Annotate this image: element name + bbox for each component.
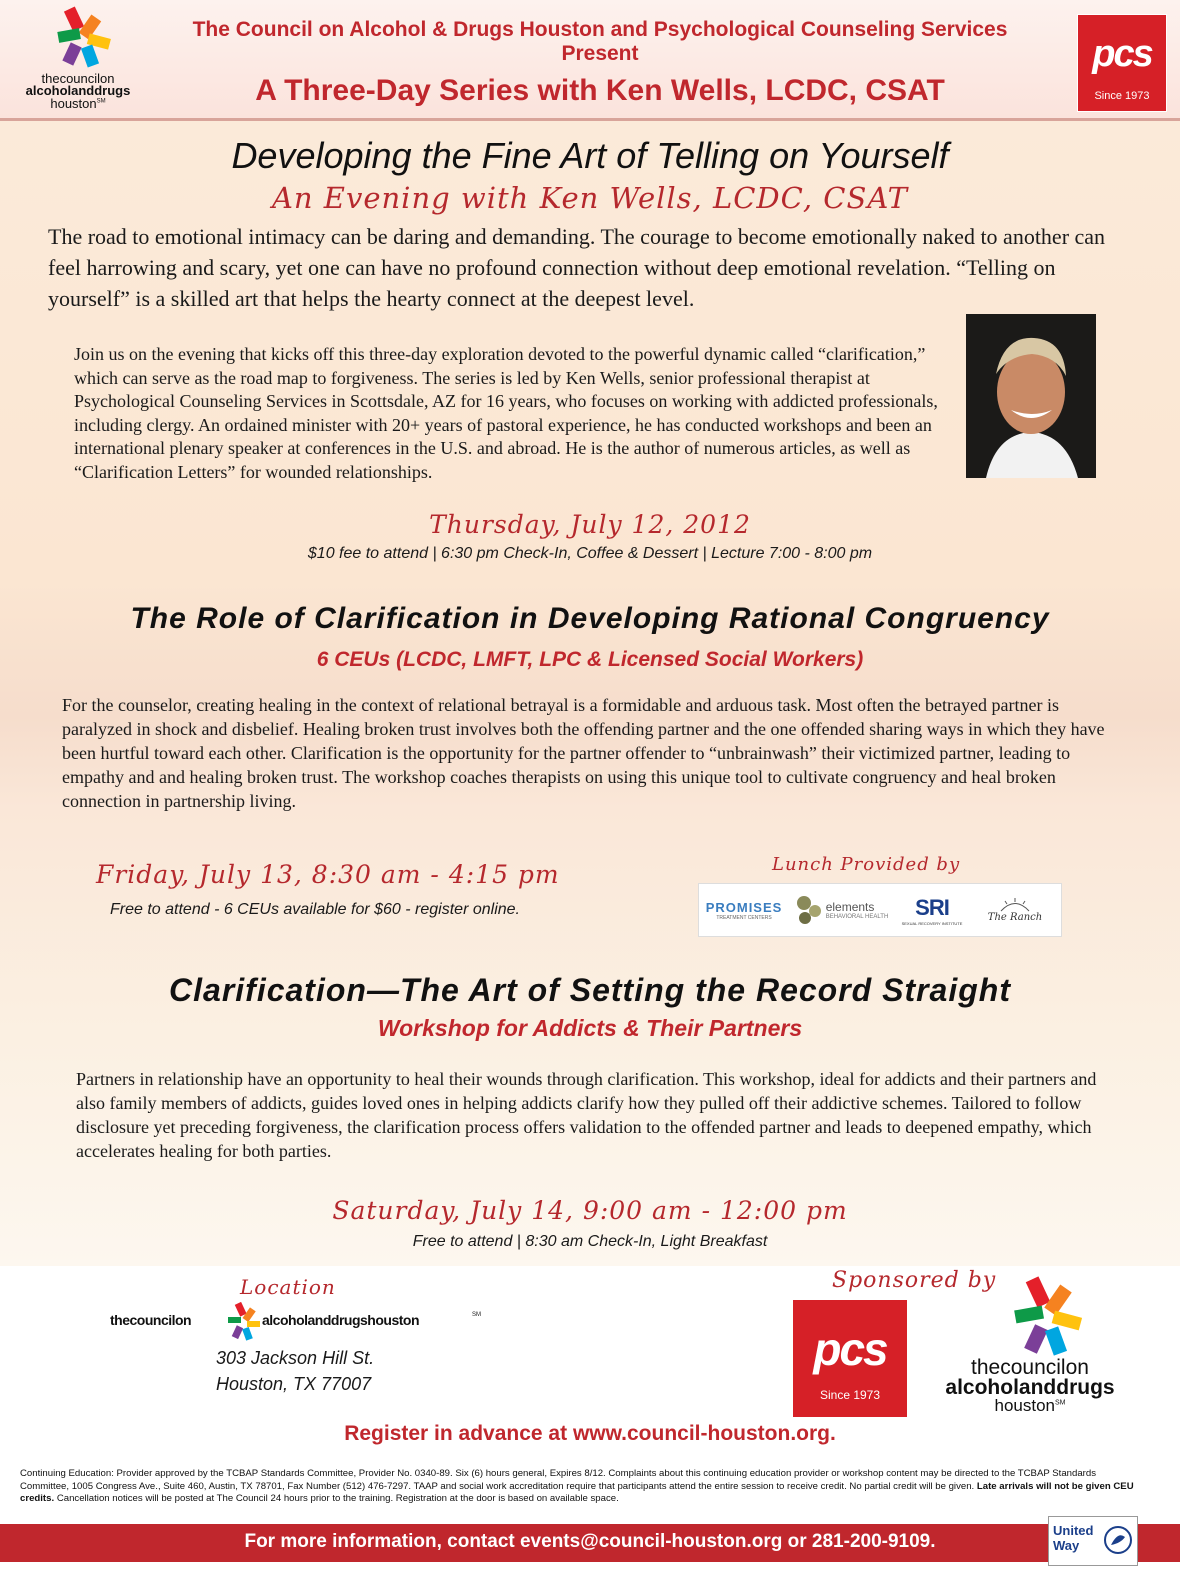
session2-subtitle: 6 CEUs (LCDC, LMFT, LPC & Licensed Social Workers) <box>316 648 864 671</box>
pcs-logo-sponsor <box>793 1300 907 1417</box>
sponsor-council-line2: alcoholanddrugs <box>945 1375 1115 1399</box>
ce-text-part2: Cancellation notices will be posted at The Council 24 hours prior to the training. Registration at the door is based on available space. <box>56 1493 619 1505</box>
sri-name: SRI <box>915 894 949 920</box>
pcs-sponsor-text: pcs <box>813 1323 887 1375</box>
elements-sub: BEHAVIORAL HEALTH <box>825 914 889 920</box>
continuing-education-text <box>20 1468 1140 1506</box>
session2-title: The Role of Clarification in Developing Rational Congruency <box>130 602 1050 635</box>
session1-date: Thursday, July 12, 2012 <box>429 510 751 539</box>
united-way-text2: Way <box>1053 1538 1080 1553</box>
sunrise-icon <box>995 898 1035 912</box>
the-ranch-logo <box>971 884 1059 936</box>
address-line1: 303 Jackson Hill St. <box>216 1348 375 1368</box>
session2-date: Friday, July 13, 8:30 am - 4:15 pm <box>96 860 560 889</box>
lunch-provided-label: Lunch Provided by <box>772 854 961 875</box>
sri-logo <box>897 884 967 936</box>
portrait-image <box>966 314 1096 478</box>
session1-details: $10 fee to attend | 6:30 pm Check-In, Coffee & Dessert | Lecture 7:00 - 8:00 pm <box>307 545 873 562</box>
sponsor-council-sm: SM <box>1055 1399 1066 1407</box>
presenters: The Council on Alcohol & Drugs Houston and Psychological Counseling Services <box>192 18 1008 41</box>
sponsor-council-line1: thecouncilon <box>971 1356 1089 1379</box>
pinwheel-small-icon <box>220 1302 264 1342</box>
sponsor-council-line3: houston <box>994 1395 1055 1415</box>
council-inline-logo <box>110 1302 490 1342</box>
pinwheel-large-icon <box>997 1276 1087 1356</box>
pcs-since: Since 1973 <box>1094 90 1150 102</box>
elements-dots-icon <box>794 893 824 927</box>
council-logo-line1: thecouncilon <box>41 71 115 86</box>
ce-text-part1: Continuing Education: Provider approved by the TCBAP Standards Committee, Provider No. 0340-89. Six (6) hours general, Expires 8/12. Complaints about this continuing education provider or workshop content may be directed to the TCBAP Standards Committee, 1005 Congress Ave., Suite 460, Austin, TX 78701, Fax Number (512) 476-7297. TAAP and social work accreditation require that participants attend the entire session to receive credit. No partial credit will be given. <box>20 1468 1096 1492</box>
ce-late-arrivals: Late arrivals will not be given CEU credits. <box>20 1480 1134 1505</box>
address-line2: Houston, TX 77007 <box>216 1374 372 1394</box>
ranch-name: The Ranch <box>987 911 1043 923</box>
contact-info: For more information, contact events@council-houston.org or 281-200-9109. <box>244 1531 936 1552</box>
series-title: A Three-Day Series with Ken Wells, LCDC, CSAT <box>255 74 945 107</box>
pcs-sponsor-since: Since 1973 <box>819 1388 881 1402</box>
council-logo-sm: SM <box>96 98 106 105</box>
present-word: Present <box>561 42 639 65</box>
session1-subtitle: An Evening with Ken Wells, LCDC, CSAT <box>271 181 909 215</box>
session2-details: Free to attend - 6 CEUs available for $60 - register online. <box>110 901 520 918</box>
promises-sub: TREATMENT CENTERS <box>716 914 772 921</box>
session3-body: Partners in relationship have an opportunity to heal their wounds through clarification. This workshop, ideal for addicts and their partners and also family members of addicts, guides loved ones in helping addicts clarify how they pulled off their addictive schemes. Tailored to follow disclosure yet preceding forgiveness, the clarification process offers validation to the offended partner and leads to deepened empathy, which accelerates healing for both parties. <box>76 1069 1097 1161</box>
united-way-text1: United <box>1053 1523 1094 1538</box>
session3-subtitle: Workshop for Addicts & Their Partners <box>377 1015 803 1041</box>
register-line: Register in advance at www.council-houston.org. <box>344 1422 836 1445</box>
session3-title: Clarification—The Art of Setting the Record Straight <box>169 972 1011 1008</box>
united-way-logo <box>1048 1516 1138 1566</box>
sri-sub: SEXUAL RECOVERY INSTITUTE <box>901 920 963 926</box>
council-logo-line2: alcoholanddrugs <box>25 83 131 99</box>
session3-date: Saturday, July 14, 9:00 am - 12:00 pm <box>332 1196 848 1225</box>
session1-body: Join us on the evening that kicks off this three-day exploration devoted to the powerful dynamic called “clarification,” which can serve as the road map to forgiveness. The series is led by Ken Wells, senior professional therapist at Psychological Counseling Services in Scottsdale, AZ for 16 years, who focuses on working with addicted professionals, including clergy. An ordained minister with 20+ years of pastoral experience, he has conducted workshops and been an international plenary speaker at conferences in the U.S. and abroad. He is the author of numerous articles, as well as “Clarification Letters” for wounded relationships. <box>74 344 938 482</box>
ken-wells-photo <box>966 314 1096 478</box>
pcs-logo <box>1077 14 1167 112</box>
pcs-logo-text: pcs <box>1092 33 1152 75</box>
council-logo-sponsor <box>945 1276 1115 1426</box>
promises-name: PROMISES <box>705 899 783 915</box>
council-inline-text1: thecouncilon <box>110 1312 192 1328</box>
council-inline-text2: alcoholanddrugshouston <box>262 1312 419 1328</box>
united-way-hand-icon <box>1103 1525 1133 1555</box>
session1-title: Developing the Fine Art of Telling on Yourself <box>231 135 949 176</box>
header-banner <box>0 0 1180 121</box>
session3-details: Free to attend | 8:30 am Check-In, Light Breakfast <box>412 1233 768 1250</box>
session2-body: For the counselor, creating healing in the context of relational betrayal is a formidable and arduous task. Most often the betrayed partner is paralyzed in shock and disbelief. Healing broken trust involves both the offending partner and the one offended sharing ways in which they have been hurtful toward each other. Clarification is the opportunity for the partner offender to “unbrainwash” their victimized partner, leading to empathy and and healing broken trust. The workshop coaches therapists on using this unique tool to cultivate congruency and heal broken connection in partnership living. <box>62 695 1105 811</box>
council-inline-sm: SM <box>472 1312 481 1318</box>
footer-bar <box>0 1524 1180 1562</box>
location-label: Location <box>240 1275 336 1299</box>
address <box>216 1345 374 1397</box>
sponsored-by-label: Sponsored by <box>832 1268 997 1293</box>
session1-intro: The road to emotional intimacy can be daring and demanding. The courage to become emotionally naked to another can feel harrowing and scary, yet one can have no profound connection without deep emotional revelation. “Telling on yourself” is a skilled art that helps the hearty connect at the deepest level. <box>48 224 1106 311</box>
lunch-sponsors-strip <box>698 883 1062 937</box>
elements-name: elements <box>825 900 875 914</box>
promises-logo <box>701 884 787 936</box>
elements-logo <box>787 884 895 936</box>
council-logo-line3: houston <box>50 95 97 111</box>
presenters-line <box>120 18 1080 66</box>
